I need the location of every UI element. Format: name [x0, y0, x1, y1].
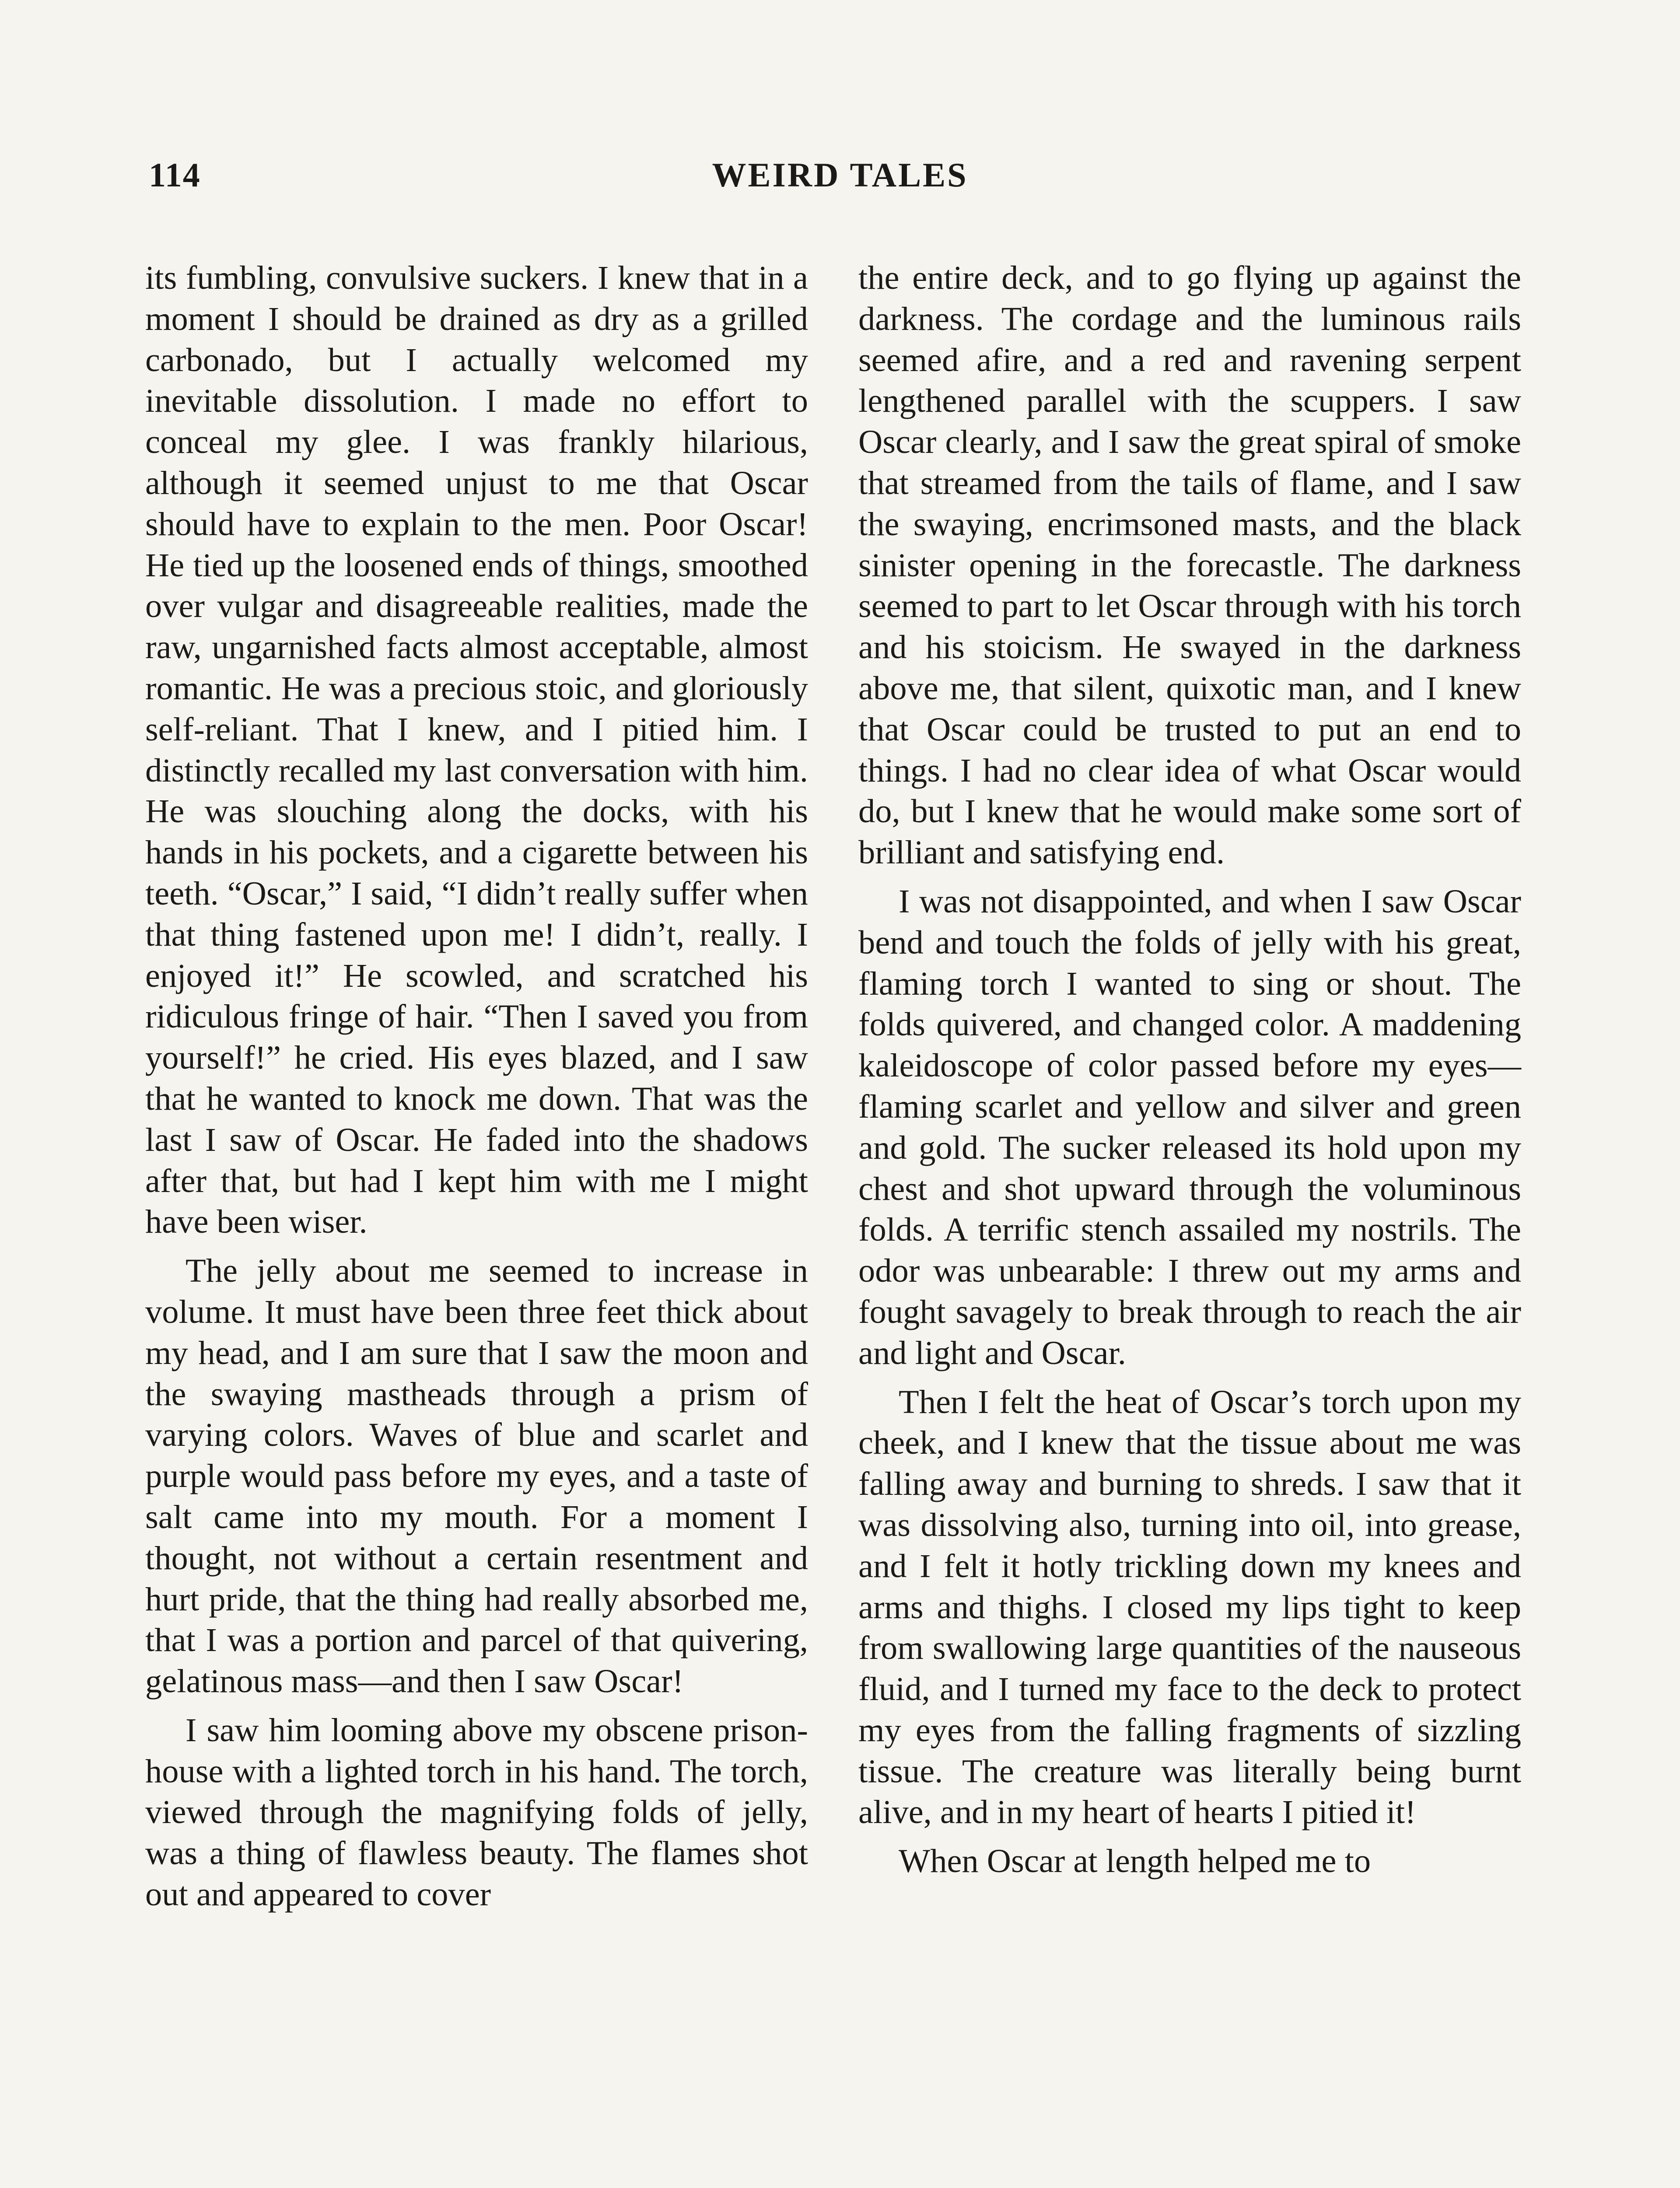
- paragraph: I was not disappointed, and when I saw Oscar bend and touch the folds of jelly with his great, flaming torch I wanted to sing or shout. The folds quivered, and changed color. A maddening kaleidoscope of color passed before my eyes—flaming scarlet and yellow and silver and green and gold. The sucker released its hold upon my chest and shot upward through the voluminous folds. A terrific stench assailed my nostrils. The odor was unbearable: I threw out my arms and fought savagely to break through to reach the air and light and Oscar.: [858, 882, 1521, 1371]
- running-head: WEIRD TALES: [712, 156, 968, 194]
- paragraph: The jelly about me seemed to increase in volume. It must have been three feet thick about my head, and I am sure that I saw the moon and the swaying mastheads through a prism of varying colors. Waves of blue and scarlet and purple would pass before my eyes, and a taste of salt came into my mouth. For a moment I thought, not without a certain resentment and hurt pride, that the thing had really absorbed me, that I was a portion and parcel of that quivering, gelatinous mass—and then I saw Oscar!: [145, 1252, 808, 1700]
- paragraph: Then I felt the heat of Oscar’s torch upon my cheek, and I knew that the tissue about me was falling away and burning to shreds. I saw that it was dissolving also, turning into oil, into grease, and I felt it hotly trickling down my knees and arms and thighs. I closed my lips tight to keep from swallowing large quantities of the nauseous fluid, and I turned my face to the deck to protect my eyes from the falling fragments of sizzling tissue. The creature was literally being burnt alive, and in my heart of hearts I pitied it!: [858, 1383, 1521, 1831]
- paragraph: When Oscar at length helped me to: [899, 1842, 1371, 1880]
- paragraph: its fumbling, convulsive suckers. I knew that in a moment I should be drained as dry as a grilled carbonado, but I actually welcomed my inevitable dissolution. I made no effort to conceal my glee. I was frankly hilarious, although it seemed unjust to me that Oscar should have to explain to the men. Poor Oscar! He tied up the loosened ends of things, smoothed over vulgar and disagreeable realities, made the raw, ungarnished facts almost acceptable, almost romantic. He was a precious stoic, and gloriously self-reliant. That I knew, and I pitied him. I distinctly recalled my last conversation with him. He was slouching along the docks, with his hands in his pockets, and a cigarette between his teeth. “Oscar,” I said, “I didn’t really suffer when that thing fastened upon me! I didn’t, really. I enjoyed it!” He scowled, and scratched his ridiculous fringe of hair. “Then I saved you from yourself!” he cried. His eyes blazed, and I saw that he wanted to knock me down. That was the last I saw of Oscar. He faded into the shadows after that, but had I kept him with me I might have been wiser.: [145, 259, 808, 1241]
- page-number: 114: [149, 156, 201, 194]
- right-column: [858, 257, 1521, 1890]
- paragraph: I saw him looming above my obscene prison-house with a lighted torch in his hand. The torch, viewed through the magnifying folds of jelly, was a thing of flawless beauty. The flames shot out and appeared to cover: [145, 1711, 808, 1913]
- left-column: [145, 257, 808, 1923]
- paragraph: the entire deck, and to go flying up against the darkness. The cordage and the luminous rails seemed afire, and a red and ravening serpent lengthened parallel with the scuppers. I saw Oscar clearly, and I saw the great spiral of smoke that streamed from the tails of flame, and I saw the swaying, encrimsoned masts, and the black sinister opening in the forecastle. The darkness seemed to part to let Oscar through with his torch and his stoicism. He swayed in the darkness above me, that silent, quixotic man, and I knew that Oscar could be trusted to put an end to things. I had no clear idea of what Oscar would do, but I knew that he would make some sort of brilliant and satisfying end.: [858, 259, 1521, 871]
